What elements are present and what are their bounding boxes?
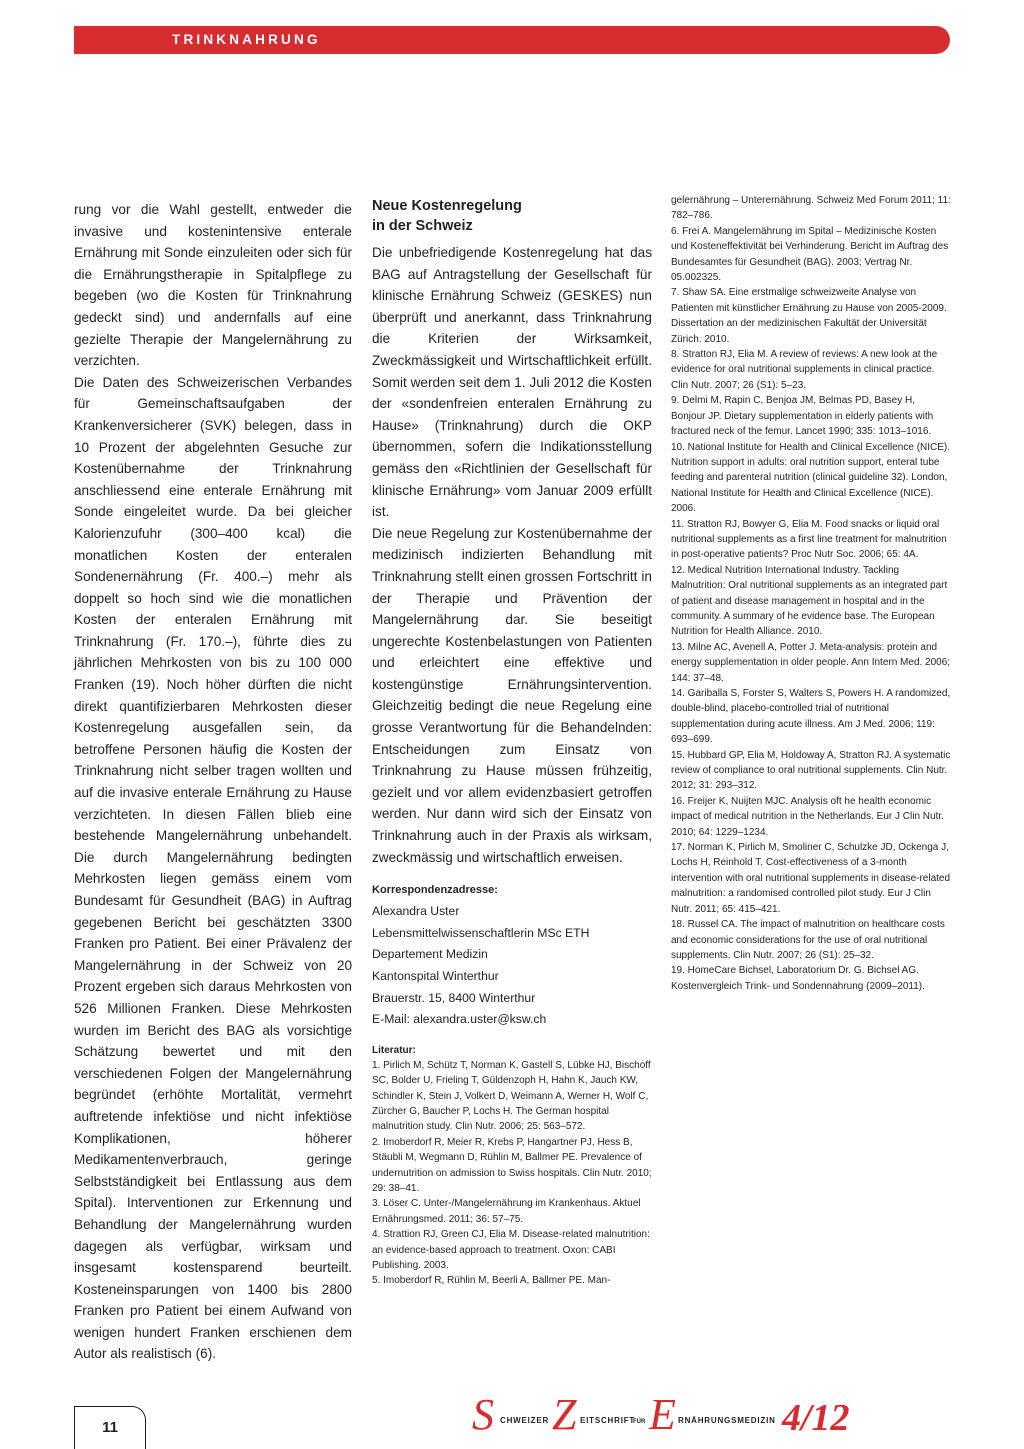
page-number: 11 [102, 1419, 118, 1436]
reference-item: 9. Delmi M, Rapin C, Benjoa JM, Belmas PD, Basey H, Bonjour JP. Dietary supplementation in elderly patients with fractured neck of the femur. Lancet 1990; 335: 1013–1016. [671, 395, 934, 438]
correspondence-line: Alexandra Uster [372, 904, 460, 919]
section-heading-line: Neue Kostenregelung [372, 198, 522, 214]
section-heading [372, 196, 652, 236]
reference-item: 1. Pirlich M, Schütz T, Norman K, Gastell S, Lübke HJ, Bischoff SC, Bolder U, Frieling T, Güldenzoph H, Hahn K, Jauch KW, Schindler K, Stein J, Volkert D, Weimann A, Werner H, Wolf C, Zürcher G, Baucher P, Lochs H. The German hospital malnutrition study. Clin Nutr. 2006; 25: 563–572. [372, 1059, 651, 1133]
journal-logo [472, 1393, 852, 1441]
journal-word: RNÄHRUNGSMEDIZIN [678, 1416, 776, 1425]
journal-initial-e: E [649, 1393, 676, 1439]
reference-item: 4. Strattion RJ, Green CJ, Elia M. Disease-related malnutrition: an evidence-based approach to treatment. Oxon: CABI Publishing. 2003. [372, 1229, 650, 1272]
literature-block [372, 1044, 652, 1289]
reference-item: 17. Norman K, Pirlich M, Smoliner C, Schulzke JD, Ockenga J, Lochs H, Reinhold T. Cost-effectiveness of a 3-month intervention with oral nutritional supplements in disease-related malnutrition: a randomised controlled pilot study. Eur J Clin Nutr. 2011; 65: 415–421. [671, 842, 951, 915]
body-paragraph: rung vor die Wahl gestellt, entweder die invasive und kostenintensive enterale Ernährung mit Sonde einzuleiten oder sich für die Ernährungstherapie in Spitalpflege zu begeben (wo die Kosten für Trinknahrung gedeckt sind) und andernfalls auf eine gezielte Therapie der Mangelernährung zu verzichten. [74, 202, 352, 369]
reference-item: 16. Freijer K, Nuijten MJC. Analysis oft he health economic impact of medical nutrition in the Netherlands. Eur J Clin Nutr. 2010; 64: 1229–1234. [671, 795, 944, 838]
literature-heading: Literatur: [372, 1044, 416, 1056]
correspondence-block [372, 880, 652, 1031]
body-paragraph: Die unbefriedigende Kostenregelung hat das BAG auf Antragstellung der Gesellschaft für klinische Ernährung Schweiz (GESKES) nun überprüft und anerkannt, dass Trinknahrung die Kriterien der Wirksamkeit, Zweckmässigkeit und Wirtschaftlichkeit erfüllt. Somit werden seit dem 1. Juli 2012 die Kosten der «sondenfreien enteralen Ernährung zu Hause» (Trinknahrung) durch die OKP übernommen, sofern die Indikationsstellung gemäss den «Richtlinien der Gesellschaft für klinische Ernährung» vom Januar 2009 erfüllt ist. [372, 245, 652, 520]
journal-word: CHWEIZER [500, 1416, 550, 1425]
reference-item: 19. HomeCare Bichsel, Laboratorium Dr. G. Bichsel AG. Kostenvergleich Trink- und Sondennahrung (2009–2011). [671, 965, 925, 992]
section-heading-line: in der Schweiz [372, 218, 473, 234]
body-paragraph: Die Daten des Schweizerischen Verbandes für Gemeinschaftsaufgaben der Krankenversicherer (SVK) belegen, dass in 10 Prozent der abgelehnten Gesuche zur Kostenübernahme der Trinknahrung anschliessend eine enterale Ernährung mit Sonde eingeleitet wurde. Da bei gleicher Kalorienzufuhr (300–400 kcal) die monatlichen Kosten der enteralen Sondenernährung (Fr. 400.–) mehr als doppelt so hoch sind wie die monatlichen Kosten der enteralen Ernährung mit Trinknahrung (Fr. 170.–), führte dies zu jährlichen Mehrkosten von bis zu 100 000 Franken (19). Noch höher dürften die nicht direkt quantifizierbaren Mehrkosten dieser Kostenregelung ausgefallen sein, da betroffene Personen häufig die Kosten der Trinknahrung nicht selber tragen wollten und auf die invasive enterale Ernährung zu Hause verzichteten. In diesen Fällen blieb eine bestehende Mangelernährung unbehandelt. Die durch Mangelernährung bedingten Mehrkosten liegen gemäss einem vom Bundesamt für Gesundheit (BAG) in Auftrag gegebenen Bericht bei geschätzten 3300 Franken pro Patient. Bei einer Prävalenz der Mangelernährung in der Schweiz von 20 Prozent ergeben sich daraus Mehrkosten von 526 Millionen Franken. Diese Mehrkosten wurden im Bericht des BAG als vorsichtige Schätzung bewertet und mit den verschiedenen Folgen der Mangelernährung begründet (erhöhte Mortalität, vermehrt auftretende infektiöse und nicht infektiöse Komplikationen, höherer Medikamentenverbrauch, geringe Selbstständigkeit bei Entlassung aus dem Spital). Interventionen zur Erkennung und Behandlung der Mangelernährung wurden dagegen als verfügbar, wirksam und insgesamt kostensparend beurteilt. Kosteneinsparungen von 1400 bis 2800 Franken pro Patient bei einem Aufwand von wenigen hundert Franken erschienen dem Autor als realistisch (6). [74, 374, 352, 1362]
reference-item: 12. Medical Nutrition International Industry. Tackling Malnutrition: Oral nutritional supplements as an integrated part of patient and disease management in hospital and in the community. A summary of he evidence base. The European Nutrition for Health Alliance. 2010. [671, 564, 948, 638]
issue-number: 4/12 [782, 1397, 850, 1439]
correspondence-email: E-Mail: alexandra.uster@ksw.ch [372, 1012, 547, 1027]
reference-item: 11. Stratton RJ, Bowyer G, Elia M. Food snacks or liquid oral nutritional supplements as a first line treatment for malnutrition in post-operative patients? Proc Nutr Soc. 2006; 65: 4A. [671, 518, 947, 561]
references-column [671, 193, 951, 994]
journal-initial-s: S [472, 1393, 494, 1439]
reference-item: 13. Milne AC, Avenell A, Potter J. Meta-analysis: protein and energy supplementation in older people. Ann Intern Med. 2006; 144: 37–48. [671, 641, 951, 684]
journal-word: EITSCHRIFT [580, 1416, 636, 1425]
reference-item: 7. Shaw SA. Eine erstmalige schweizweite Analyse von Patienten mit künstlicher Ernährung zu Hause von 2005-2009. Dissertation an der medizinischen Fakultät der Universität Zürich. 2010. [671, 287, 947, 345]
reference-item: 6. Frei A. Mangelernährung im Spital – Medizinische Kosten und Kosteneffektivität bei Verhinderung. Bericht im Auftrag des Bundesamtes für Gesundheit (BAG). 2003; Vertrag Nr. 05.002325. [671, 225, 949, 284]
middle-text-column [372, 196, 652, 1289]
journal-initial-z: Z [552, 1393, 577, 1439]
reference-item: 5. Imoberdorf R, Rühlin M, Beerli A, Ballmer PE. Man- [372, 1275, 611, 1287]
reference-item: 14. Gariballa S, Forster S, Walters S, Powers H. A randomized, double-blind, placebo-controlled trial of nutritional supplementation during acute illness. Am J Med. 2006; 119: 693–699. [671, 688, 951, 746]
body-paragraph: Die neue Regelung zur Kostenübernahme der medizinisch indizierten Behandlung mit Trinknahrung stellt einen grossen Fortschritt in der Therapie und Prävention der Mangelernährung dar. Sie beseitigt ungerechte Kostenbelastungen von Patienten und erleichtert eine effektive und kostengünstige Ernährungsintervention. Gleichzeitig bedingt die neue Regelung eine grosse Verantwortung für die Behandelnden: Entscheidungen zum Einsatz von Trinknahrung zu Hause müssen frühzeitig, gezielt und vor allem evidenzbasiert getroffen werden. Nur dann wird sich der Einsatz von Trinknahrung auch in der Praxis als wirksam, zweckmässig und wirtschaftlich erweisen. [372, 525, 652, 865]
correspondence-line: Lebensmittelwissenschaftlerin MSc ETH [372, 925, 590, 940]
reference-item: 2. Imoberdorf R, Meier R, Krebs P, Hangartner PJ, Hess B, Stäubli M, Wegmann D, Rühlin M, Ballmer PE. Prevalence of undernutrition on admission to Swiss hospitals. Clin Nutr. 2010; 29: 38–41. [372, 1136, 652, 1195]
correspondence-line: Brauerstr. 15, 8400 Winterthur [372, 990, 536, 1005]
reference-item: 8. Stratton RJ, Elia M. A review of reviews: A new look at the evidence for oral nutritional supplements in clinical practice. Clin Nutr. 2007; 26 (S1): 5–23. [671, 349, 938, 391]
reference-item: 10. National Institute for Health and Clinical Excellence (NICE). Nutrition support in adults: oral nutrition support, enteral tube feeding and parenteral nutrition (clinical guideline 32). London, National Institute for Health and Clinical Excellence (NICE). 2006. [671, 441, 951, 515]
section-header-bar [74, 26, 950, 54]
section-title: TRINKNAHRUNG [172, 32, 321, 47]
correspondence-line: Kantonspital Winterthur [372, 969, 499, 983]
reference-item: gelernährung – Unterernährung. Schweiz Med Forum 2011; 11: 782–786. [671, 195, 951, 222]
journal-word: FÜR [633, 1419, 646, 1425]
correspondence-line: Departement Medizin [372, 947, 488, 962]
reference-item: 18. Russel CA. The impact of malnutrition on healthcare costs and economic considerations for the use of oral nutritional supplements. Clin Nutr. 2007; 26 (S1): 25–32. [671, 919, 945, 961]
reference-item: 15. Hubbard GP, Elia M, Holdoway A, Stratton RJ. A systematic review of compliance to oral nutritional supplements. Clin Nutr. 2012; 31: 293–312. [671, 749, 951, 792]
page-number-tab [74, 1406, 146, 1449]
reference-item: 3. Löser C. Unter-/Mangelernährung im Krankenhaus. Aktuel Ernährungsmed. 2011; 36: 57–75. [372, 1198, 641, 1225]
correspondence-heading: Korrespondenzadresse: [372, 884, 498, 897]
left-text-column [74, 199, 352, 1365]
